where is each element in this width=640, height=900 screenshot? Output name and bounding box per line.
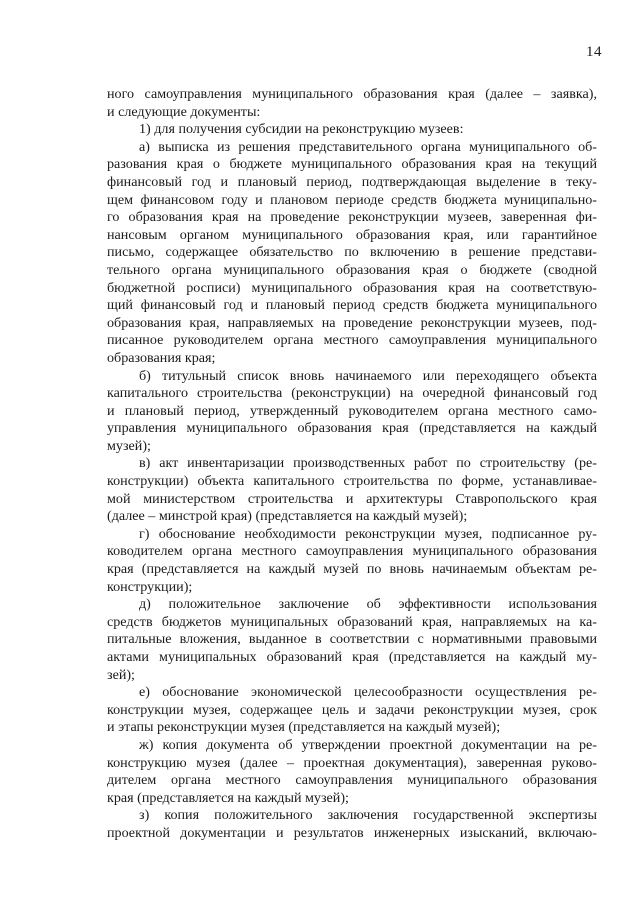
text-line: е) обоснование экономической целесообразности осуществления ре- [139, 684, 597, 701]
text-line: дителем органа местного самоуправления муниципального образования [107, 772, 597, 789]
text-line: в) акт инвентаризации производственных работ по строительству (ре- [139, 455, 597, 472]
text-line: проектной документации и результатов инженерных изысканий, включаю- [107, 824, 597, 841]
text-line: письмо, содержащее обязательство по включению в решение представи- [107, 244, 597, 261]
text-line: бюджетной росписи) муниципального образования края на соответствую- [107, 279, 597, 296]
text-line: мой министерством строительства и архитектуры Ставропольского края [107, 490, 597, 507]
text-line: з) копия положительного заключения государственной экспертизы [139, 807, 597, 824]
text-line: актами муниципальных образований края (представляется на каждый му- [107, 649, 597, 665]
text-line: ж) копия документа об утверждении проектной документации на ре- [139, 736, 597, 753]
text-line: края (представляется на каждый музей по вновь начинаемым объектам ре- [107, 561, 597, 578]
text-line: образования края, направляемых на проведение реконструкции музеев, под- [107, 314, 597, 331]
text-line: музей); [107, 437, 151, 454]
text-line: д) положительное заключение об эффективности использования [139, 596, 597, 613]
text-line: образования края; [107, 349, 216, 366]
text-line: конструкции); [107, 578, 193, 595]
page-number: 14 [586, 44, 602, 60]
text-line: разования края о бюджете муниципального образования края на текущий [107, 156, 597, 173]
text-line: г) обоснование необходимости реконструкции музея, подписанное ру- [139, 525, 597, 542]
text-line: ного самоуправления муниципального образования края (далее – заявка), [107, 86, 597, 102]
text-line: средств бюджетов муниципальных образований края, направляемых на ка- [107, 613, 597, 630]
text-line: финансовый год и плановый период, подтверждающая выделение в теку- [107, 173, 597, 190]
text-line: тельного органа муниципального образования края о бюджете (сводной [107, 261, 597, 278]
text-line: зей); [107, 666, 135, 683]
text-line: 1) для получения субсидии на реконструкцию музеев: [139, 121, 464, 138]
text-line: щий финансовый год и плановый период средств бюджета муниципального [107, 297, 597, 314]
text-line: управления муниципального образования края (представляется на каждый [107, 420, 597, 437]
text-line: конструкции музея, содержащее цель и задачи реконструкции музея, срок [107, 701, 597, 718]
text-line: капитального строительства (реконструкции) на очередной финансовый год [107, 385, 597, 402]
text-line: конструкцию музея (далее – проектная документация), заверенная руково- [107, 754, 597, 771]
text-line: нансовым органом муниципального образования края, или гарантийное [107, 226, 597, 243]
text-line: и следующие документы: [107, 103, 261, 120]
text-line: (далее – минстрой края) (представляется на каждый музей); [107, 508, 468, 525]
text-line: и плановый период, утвержденный руководителем органа местного само- [107, 402, 597, 419]
text-line: щем финансовом году и плановом периоде средств бюджета муниципально- [107, 191, 597, 208]
text-line: ководителем органа местного самоуправления муниципального образования [107, 543, 597, 560]
document-body [107, 86, 597, 843]
text-line: и этапы реконструкции музея (представляется на каждый музей); [107, 719, 501, 736]
text-line: конструкции) объекта капитального строительства по форме, устанавливае- [107, 473, 597, 490]
text-line: питальные вложения, выданное в соответствии с нормативными правовыми [107, 631, 597, 648]
text-line: а) выписка из решения представительного органа муниципального об- [139, 138, 597, 155]
text-line: го образования края на проведение реконструкции музеев, заверенная фи- [107, 209, 597, 226]
text-line: края (представляется на каждый музей); [107, 789, 349, 806]
text-line: писанное руководителем органа местного самоуправления муниципального [107, 332, 597, 349]
text-line: б) титульный список вновь начинаемого или переходящего объекта [139, 367, 597, 384]
